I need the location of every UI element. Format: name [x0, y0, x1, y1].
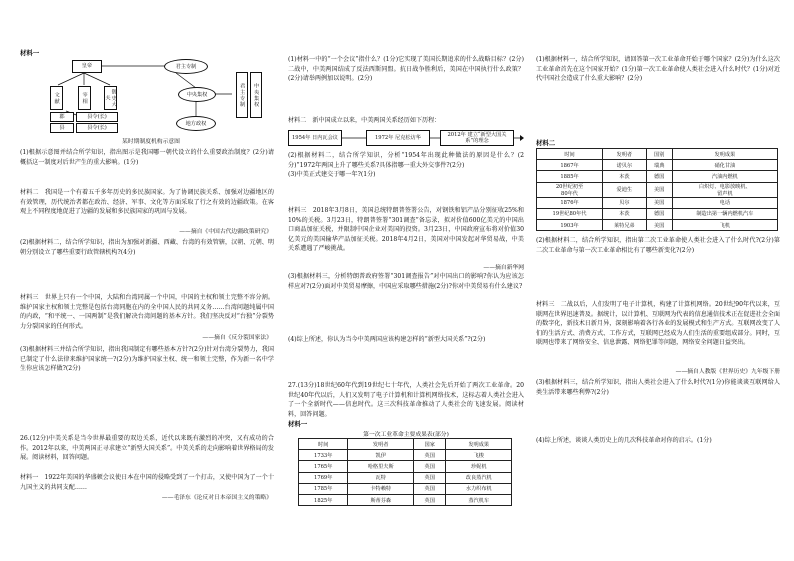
diagram-box-county: 县	[50, 123, 74, 133]
material-two-col3-label: 材料二	[536, 139, 556, 147]
table-row	[537, 171, 778, 182]
table-cell: 白炽灯、电影放映机、 留声机	[672, 182, 777, 197]
table-cell: 电话	[672, 197, 777, 208]
diagram-box-county-head-2: 县令(长)	[76, 123, 118, 133]
question-1-2: (2)根据材料二，结合所学知识，指出为加强对新疆、西藏、台湾的有效管辖，汉朝、元朝、明朝分别设立了哪些重要行政管辖机构?(4分)	[20, 239, 274, 256]
table-row	[299, 494, 512, 505]
diagram-box-r3: 御史大夫	[104, 86, 117, 110]
table-row	[299, 472, 512, 483]
table-cell: 19世纪80年代	[537, 208, 603, 219]
table-row	[299, 483, 512, 494]
diagram-oval-centralization: 中央集权	[178, 87, 216, 102]
table-cell: 卡特赖特	[348, 483, 413, 494]
table-cell: 1765年	[299, 461, 348, 472]
material-three-col3: 材料三 二战以后，人们发明了电子计算机，构建了计算机网络。20世纪90年代以来，互联网在世界迅速普及。据统计，以计算机、互联网为代表的信息通信技术正在促进社会全面的数字化，新技术日新月异，深刻影响着各行各业的发展模式和生产方式。互联网改变了人们的生活方式、消费方式、工作方式，互联网已经成为人们生活的重要组成部分。同时，互联网也带来了网络安全、信息泄露、网络犯罪等问题，网络安全问题日益突出。	[536, 301, 780, 347]
material-one-label: 材料一	[20, 49, 40, 57]
table-cell: 改良蒸汽机	[446, 472, 512, 483]
diagram-caption: 某时期制度机构示意图	[122, 139, 180, 145]
table-cell: 瓦特	[348, 472, 413, 483]
flow-step-2012: 2012年 建立“新型大国关系”的理念	[440, 130, 514, 146]
material-three-col3-source: ——摘自人教版《世界历史》九年级下册	[675, 369, 780, 375]
table-header: 时间	[537, 149, 603, 160]
table-header: 时间	[299, 439, 348, 450]
table-cell: 1785年	[299, 483, 348, 494]
institution-diagram	[46, 56, 266, 134]
question-27-4: (4)综上所述，谈谈人类历史上的几次科技革命对你的启示。(1分)	[536, 437, 712, 444]
table-cell: 美国	[646, 219, 672, 230]
table-row	[537, 208, 778, 219]
question-26-2b: (3)中美正式建交于哪一年?(1分)	[288, 171, 376, 178]
question-27: 27.(13分)18世纪60年代到19世纪七十年代，人类社会先后开始了两次工业革命。20世纪40年代以后，人们又发明了电子计算机和计算机网络技术，这标志着人类社会进入了一个全新时代——信息时代。这三次科技革命推动了人类社会的飞速发展。阅读材料，回答问题。	[288, 382, 524, 418]
table-cell: 汽油内燃机	[672, 171, 777, 182]
table-cell: 制造出第一辆内燃机汽车	[672, 208, 777, 219]
table-cell: 1885年	[537, 171, 603, 182]
material-two-source: ——摘自《中国古代边疆政策研究》	[179, 229, 272, 235]
question-26-3: (3)根据材料三，分析特朗普政府签署“301调查报告”对中国出口的影响?你认为应该怎样应对?(2分)面对中美贸易摩擦，中国应采取哪些措施(2分)?你对中美贸易有什么建议?	[288, 273, 524, 290]
material-two: 材料二 我国是一个有着五千多年历史的多民族国家。为了协调民族关系、加强对边疆地区的有效管理，历代统治者都在政治、经济、军事、文化等方面采取了行之有效的边疆政策。在客观上不同程度地促进了边疆的发展和多民族国家的巩固与发展。	[20, 189, 274, 216]
table-cell: 本茨	[603, 208, 647, 219]
table-cell: 莱特兄弟	[603, 219, 647, 230]
question-26-1: (1)材料一中的“一个会议”指什么？(1分)它实现了美国长期追求的什么战略目标？(2分)二战中，中美两国结成了反法西斯同盟。抗日战争胜利后，美国在中国执行什么政策？(2分)请举两例加以说明。(2分)	[288, 56, 524, 83]
diagram-oval-autocracy: 君主专制	[164, 59, 208, 74]
flow-step-1972: 1972年 尼克松访华	[366, 130, 430, 146]
table-cell: 英国	[413, 450, 446, 461]
diagram-box-r2: 宰相	[78, 86, 91, 110]
table-cell: 凯伊	[348, 450, 413, 461]
table-header: 发明成果	[446, 439, 512, 450]
table-cell: 水力织布机	[446, 483, 512, 494]
table-header: 国别	[646, 149, 672, 160]
flow-step-1954: 1954年 日内瓦会议	[288, 130, 342, 146]
table-cell: 1769年	[299, 472, 348, 483]
table-body	[537, 160, 778, 231]
table-cell: 德国	[646, 171, 672, 182]
table-cell: 斯蒂芬森	[348, 494, 413, 505]
column-middle	[284, 0, 526, 561]
question-27-material-label: 材料一	[288, 420, 308, 428]
table-cell: 哈格里夫斯	[348, 461, 413, 472]
table-cell: 德国	[646, 208, 672, 219]
question-1-3: (3)根据材料三并结合所学知识，指出我国制定有哪些基本方针?(2分)针对台湾分裂势力，我国已制定了什么法律来维护国家统一?(2分)为维护国家主权、统一和领土完整，作为新一名中学生你应该怎样做?(2分)	[20, 346, 274, 373]
table-header: 发明者	[348, 439, 413, 450]
table-row	[299, 450, 512, 461]
relations-flow	[288, 128, 524, 148]
material-three-col2: 材料三 2018年3月8日，美国总统特朗普签署公告，对钢铁和铝产品分别征收25%和10%的关税。3月23日，特朗普签署“301调查”备忘录，拟对价值600亿美元的中国出口商品加征关税，并限制中国企业对美国的投资。3月23日，中国政府宣布将对价值30亿美元的美国输华产品加征关税。2018年4月2日，美国对中国发起对华贸易战，中美关系遭遇了严峻挑战。	[288, 207, 524, 253]
table-cell: 飞梭	[446, 450, 512, 461]
table-cell: 英国	[413, 472, 446, 483]
material-three: 材料三 世界上只有一个中国，大陆和台湾同属一个中国，中国的主权和领土完整不容分割。维护国家主权和领土完整是包括台湾同胞在内的全中国人民的共同义务……台湾问题纯属中国的内政，“和平统一、一国两制”是我们解决台湾问题的基本方针。我们坚决反对“台独”分裂势力分裂国家的任何形式。	[20, 294, 274, 330]
table-cell: 英国	[413, 461, 446, 472]
table-row	[537, 160, 778, 171]
industrial-revolution-2-table	[536, 148, 778, 231]
table-cell: 硝化甘油	[672, 160, 777, 171]
question-26-source: ——毛泽东《论反对日本帝国主义的策略》	[161, 495, 272, 501]
column-left	[16, 0, 278, 561]
table-cell: 1903年	[537, 219, 603, 230]
table-header-row	[299, 439, 512, 450]
table-header-row	[537, 149, 778, 160]
table-cell: 飞机	[672, 219, 777, 230]
table-cell: 美国	[646, 197, 672, 208]
table-cell: 20世纪初至 80年代	[537, 182, 603, 197]
table-row	[537, 182, 778, 197]
question-1-1: (1)根据示意图并结合所学知识，指出图示是我国哪一朝代设立的什么重要政治制度？(2分)请概括这一制度对后世产生的重大影响。(1分)	[20, 149, 274, 166]
industrial-revolution-1-table	[298, 438, 512, 506]
material-three-source: ——摘自《反分裂国家法》	[202, 335, 272, 341]
diagram-box-county-head: 县令(长)	[76, 112, 118, 122]
table-cell: 瑞典	[646, 160, 672, 171]
diagram-box-r1: 文献	[50, 86, 63, 110]
table-1-caption: 第一次工业革命主要成果表(部分)	[363, 432, 449, 438]
question-26-4: (4)综上所述，你认为当今中美两国应该构建怎样的“新型大国关系”?(2分)	[288, 336, 486, 343]
question-27-2: (2)根据材料二，结合所学知识，指出第二次工业革命使人类社会进入了什么时代?(2分)第二次工业革命与第一次工业革命相比有了哪些新变化?(2分)	[536, 237, 780, 254]
diagram-emperor: 皇帝	[72, 60, 102, 73]
table-cell: 爱迪生	[603, 182, 647, 197]
table-cell: 蒸汽机车	[446, 494, 512, 505]
material-two-heading: 材料二 新中国成立以来，中美两国关系经历如下历程：	[288, 117, 441, 124]
table-header: 国家	[413, 439, 446, 450]
question-27-3: (3)根据材料三，结合所学知识，指出人类社会进入了什么时代?(1分)你能谈谈互联网给人类生活带来哪些利弊?(2分)	[536, 379, 780, 396]
table-cell: 英国	[413, 483, 446, 494]
table-header: 发明成果	[672, 149, 777, 160]
table-cell: 诺贝尔	[603, 160, 647, 171]
table-row	[537, 197, 778, 208]
table-cell: 1733年	[299, 450, 348, 461]
diagram-box-prefecture: 郡	[50, 112, 74, 122]
question-26: 26.(12分)中美关系是当今世界最重要的双边关系，近代以来既有激烈的冲突，又有成功的合作。2012年以来，中美两国正寻求建立“新型大国关系”。中美关系的走向影响着世界格局的发展。阅读材料，回答问题。	[20, 435, 274, 462]
diagram-oval-local: 地方政权	[176, 116, 216, 131]
table-row	[537, 219, 778, 230]
question-26-2: (2)根据材料二，结合所学知识，分析“1954年出现此种做法的原因是什么？(2分)”1972年两国上升了哪些关系?具体指哪一重大外交事件?(2分)	[288, 152, 524, 169]
question-27-1: (1)根据材料一，结合所学知识，请回答第一次工业革命开始于哪个国家？(2分)为什么这次工业革命首先在这个国家开始？(1分)第一次工业革命使人类社会进入什么时代？(1分)对近代中国社会造成了什么重大影响？(2分)	[536, 56, 780, 83]
table-row	[299, 461, 512, 472]
table-cell: 1876年	[537, 197, 603, 208]
table-cell: 英国	[413, 494, 446, 505]
table-cell: 1867年	[537, 160, 603, 171]
table-cell: 1825年	[299, 494, 348, 505]
table-cell: 珍妮机	[446, 461, 512, 472]
question-26-material: 材料一 1922年美国的华盛顿会议使日本在中国的侵略受到了一个打击，又使中国为了一个十九国主义的共同支配……	[20, 474, 274, 491]
table-header: 发明者	[603, 149, 647, 160]
table-body	[299, 450, 512, 506]
material-three-col2-source: ——摘自新华网	[483, 265, 524, 271]
table-cell: 贝尔	[603, 197, 647, 208]
column-right	[532, 0, 782, 561]
diagram-vertical-centralization: 中央集权	[250, 72, 262, 118]
diagram-vertical-autocracy: 君主专制	[236, 72, 248, 118]
table-cell: 美国	[646, 182, 672, 197]
table-cell: 本茨	[603, 171, 647, 182]
